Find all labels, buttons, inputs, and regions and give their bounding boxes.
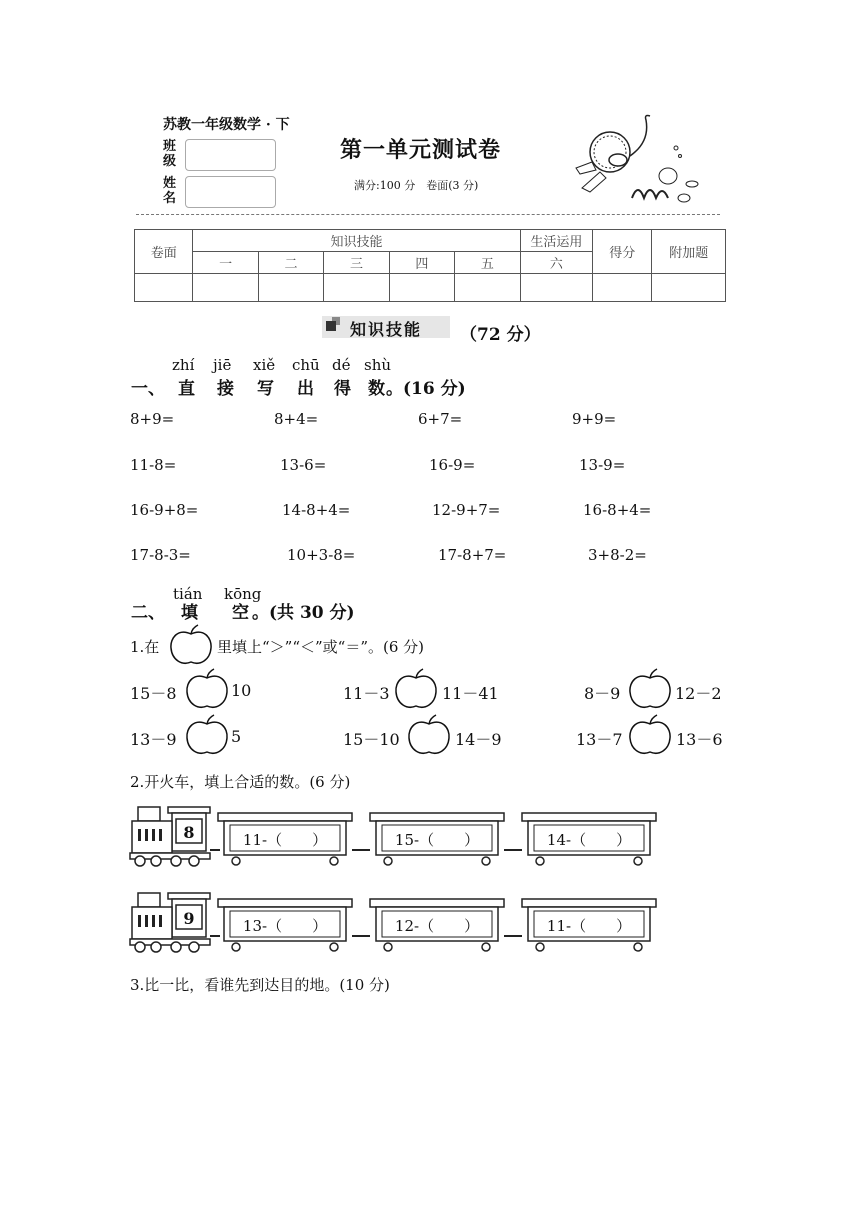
score-cell[interactable] bbox=[520, 274, 592, 302]
score-cell[interactable] bbox=[324, 274, 389, 302]
train-car-expression[interactable]: 11-（ ） bbox=[546, 917, 632, 935]
problem: 13-9= bbox=[579, 456, 626, 474]
problem: 17-8-3= bbox=[130, 546, 191, 564]
train-car-expression[interactable]: 13-（ ） bbox=[242, 917, 328, 935]
problem: 16-9= bbox=[429, 456, 476, 474]
q1-suffix: 。(16 分) bbox=[386, 379, 466, 399]
score-col-defen: 得分 bbox=[593, 230, 652, 274]
problem: 3+8-2= bbox=[588, 546, 647, 564]
compare-right: 11－41 bbox=[442, 684, 499, 703]
problem: 11-8= bbox=[130, 456, 177, 474]
engine-number: 9 bbox=[183, 909, 195, 928]
compare-right: 14－9 bbox=[455, 730, 502, 749]
compare-right: 10 bbox=[231, 681, 252, 700]
compare-left: 15－10 bbox=[343, 730, 400, 749]
q2-pinyin-1: tián bbox=[173, 585, 203, 603]
problem: 6+7= bbox=[418, 410, 463, 428]
q1-char-6: 数 bbox=[368, 379, 385, 399]
class-input-box[interactable] bbox=[185, 139, 276, 171]
section-banner bbox=[322, 316, 450, 338]
score-cell[interactable] bbox=[193, 274, 258, 302]
problem: 16-8+4= bbox=[583, 501, 652, 519]
score-num-6: 六 bbox=[520, 252, 592, 274]
problem: 9+9= bbox=[572, 410, 617, 428]
diver-illustration bbox=[572, 112, 712, 208]
score-col-zhishi: 知识技能 bbox=[193, 230, 520, 252]
section-score: （72 分） bbox=[460, 325, 541, 345]
score-cell[interactable] bbox=[593, 274, 652, 302]
section-banner-label: 知识技能 bbox=[350, 320, 423, 339]
problem: 13-6= bbox=[280, 456, 327, 474]
score-cell[interactable] bbox=[258, 274, 323, 302]
score-num-3: 三 bbox=[324, 252, 389, 274]
apple-answer-icon[interactable] bbox=[184, 714, 230, 758]
q1-pinyin-5: dé bbox=[332, 356, 351, 374]
q2-1-instruction: 里填上“＞”“＜”或“＝”。(6 分) bbox=[217, 638, 425, 656]
divider-line bbox=[136, 214, 720, 215]
q1-char-2: 接 bbox=[217, 379, 234, 399]
score-cell[interactable] bbox=[652, 274, 726, 302]
q2-1-prefix: 1.在 bbox=[130, 638, 160, 656]
problem: 17-8+7= bbox=[438, 546, 507, 564]
q1-char-5: 得 bbox=[334, 379, 351, 399]
train-1 bbox=[128, 805, 658, 867]
apple-answer-icon[interactable] bbox=[406, 714, 452, 758]
score-num-4: 四 bbox=[389, 252, 454, 274]
q2-char-2: 空 bbox=[232, 603, 249, 623]
compare-right: 5 bbox=[231, 727, 242, 746]
score-num-5: 五 bbox=[455, 252, 520, 274]
train-car-expression[interactable]: 14-（ ） bbox=[546, 831, 632, 849]
compare-right: 12－2 bbox=[675, 684, 722, 703]
score-cell[interactable] bbox=[389, 274, 454, 302]
name-field[interactable] bbox=[163, 176, 276, 208]
q1-char-4: 出 bbox=[297, 379, 314, 399]
train-car-expression[interactable]: 11-（ ） bbox=[242, 831, 328, 849]
problem: 12-9+7= bbox=[432, 501, 501, 519]
compare-right: 13－6 bbox=[676, 730, 723, 749]
name-input-box[interactable] bbox=[185, 176, 276, 208]
q2-char-1: 填 bbox=[181, 603, 198, 623]
score-cell[interactable] bbox=[455, 274, 520, 302]
apple-answer-icon[interactable] bbox=[627, 668, 673, 712]
compare-left: 15－8 bbox=[130, 684, 177, 703]
train-2 bbox=[128, 891, 658, 953]
engine-number: 8 bbox=[183, 823, 195, 842]
q2-3-instruction: 3.比一比，看谁先到达目的地。(10 分) bbox=[130, 976, 390, 994]
problem: 8+4= bbox=[274, 410, 319, 428]
q2-2-instruction: 2.开火车，填上合适的数。(6 分) bbox=[130, 773, 351, 791]
q1-pinyin-2: jiē bbox=[213, 356, 232, 374]
q1-char-1: 直 bbox=[178, 379, 195, 399]
apple-answer-icon[interactable] bbox=[627, 714, 673, 758]
train-car-expression[interactable]: 12-（ ） bbox=[394, 917, 480, 935]
page-title: 第一单元测试卷 bbox=[340, 138, 502, 163]
q1-pinyin-4: chū bbox=[292, 356, 320, 374]
q1-pinyin-6: shù bbox=[364, 356, 392, 374]
problem: 10+3-8= bbox=[287, 546, 356, 564]
score-col-shenghuo: 生活运用 bbox=[520, 230, 592, 252]
score-col-fujia: 附加题 bbox=[652, 230, 726, 274]
problem: 8+9= bbox=[130, 410, 175, 428]
apple-icon bbox=[168, 624, 214, 668]
apple-answer-icon[interactable] bbox=[393, 668, 439, 712]
apple-answer-icon[interactable] bbox=[184, 668, 230, 712]
compare-left: 13－7 bbox=[576, 730, 623, 749]
q2-suffix: 。(共 30 分) bbox=[252, 603, 355, 623]
q2-pinyin-2: kōng bbox=[224, 585, 262, 603]
score-num-2: 二 bbox=[258, 252, 323, 274]
q1-pinyin-3: xiě bbox=[253, 356, 276, 374]
q1-char-3: 写 bbox=[257, 379, 274, 399]
q1-number: 一、 bbox=[131, 379, 165, 399]
score-info: 满分:100 分 卷面(3 分) bbox=[354, 179, 479, 192]
score-col-juanmian: 卷面 bbox=[135, 230, 193, 274]
q1-pinyin-1: zhí bbox=[172, 356, 195, 374]
name-label: 姓名 bbox=[163, 176, 177, 206]
score-table bbox=[134, 229, 726, 302]
subject-label: 苏教一年级数学 · 下 bbox=[163, 117, 290, 133]
q2-number: 二、 bbox=[131, 603, 165, 623]
compare-left: 11－3 bbox=[343, 684, 390, 703]
class-label: 班级 bbox=[163, 139, 177, 169]
class-field[interactable] bbox=[163, 139, 276, 171]
score-cell[interactable] bbox=[135, 274, 193, 302]
problem: 16-9+8= bbox=[130, 501, 199, 519]
score-num-1: 一 bbox=[193, 252, 258, 274]
compare-left: 8－9 bbox=[584, 684, 621, 703]
problem: 14-8+4= bbox=[282, 501, 351, 519]
compare-left: 13－9 bbox=[130, 730, 177, 749]
train-car-expression[interactable]: 15-（ ） bbox=[394, 831, 480, 849]
banner-square-icon bbox=[326, 321, 336, 331]
